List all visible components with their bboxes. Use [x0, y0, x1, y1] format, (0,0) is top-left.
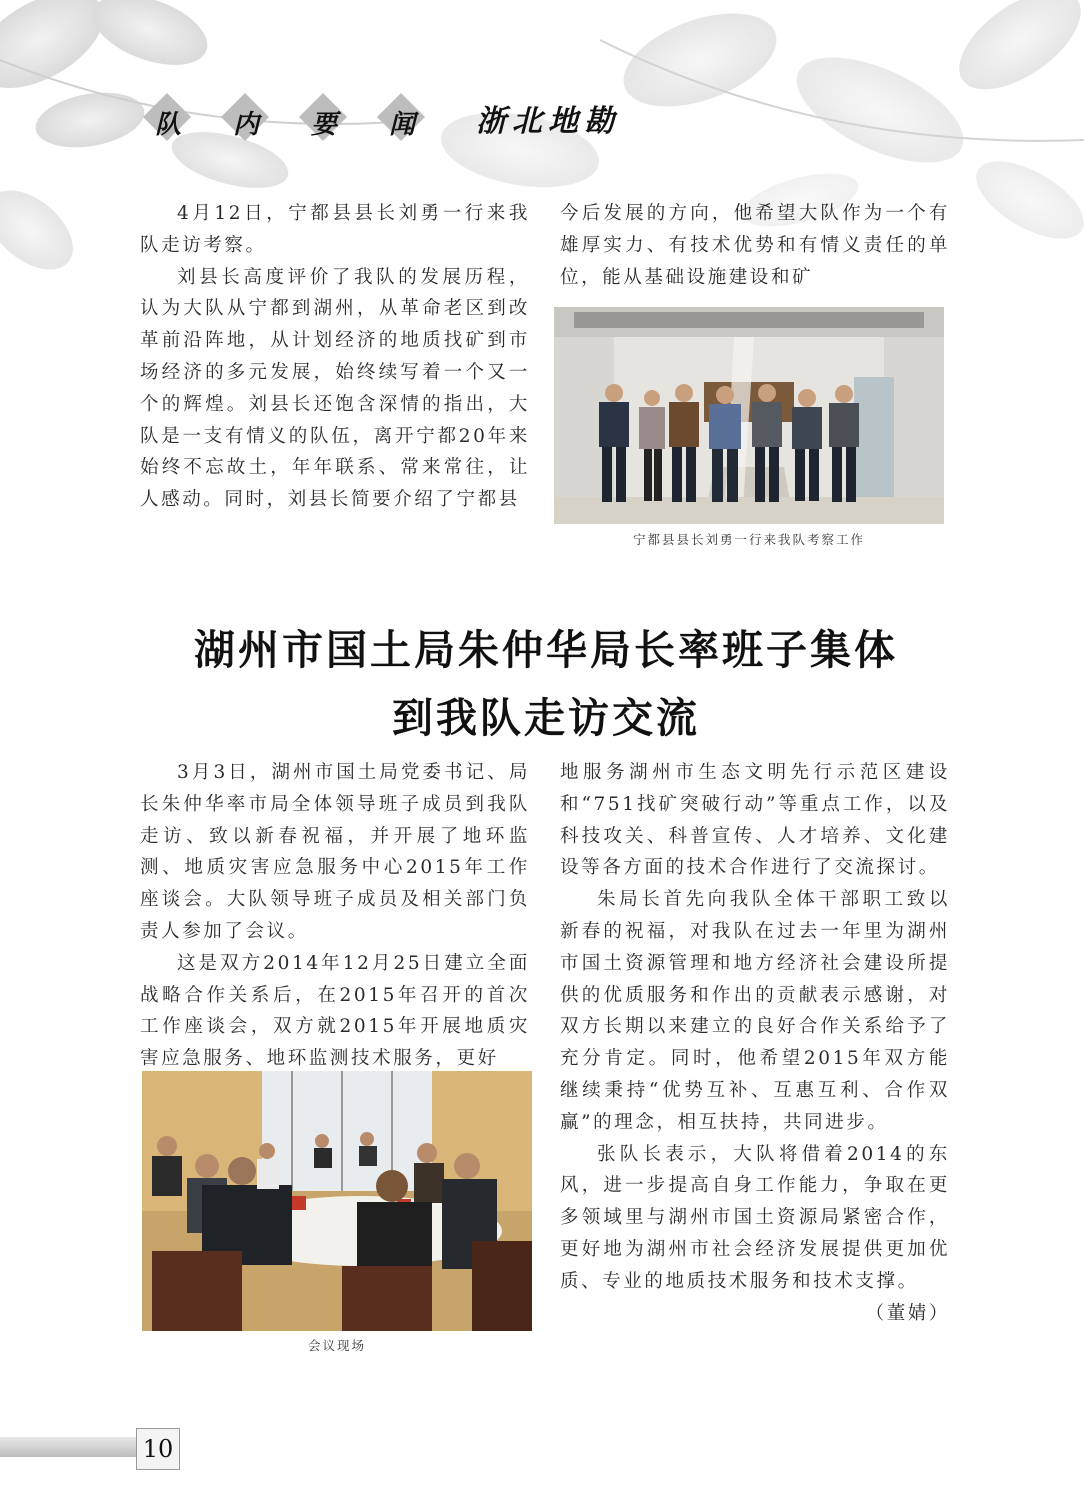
- paragraph: 3月3日，湖州市国土局党委书记、局长朱仲华率市局全体领导班子成员到我队走访、致以新春祝福，并开展了地环监测、地质灾害应急服务中心2015年工作座谈会。大队领导班子成员及相关部门负责人参加了会议。: [140, 762, 530, 942]
- section-char: 内: [232, 110, 259, 140]
- paragraph: 4月12日，宁都县县长刘勇一行来我队走访考察。: [140, 203, 530, 256]
- author: （董婧）: [865, 1302, 950, 1324]
- paragraph: 朱局长首先向我队全体干部职工致以新春的祝福，对我队在过去一年里为湖州市国土资源管理和地方经济社会建设所提供的优质服务和作出的贡献表示感谢，对双方长期以来建立的良好合作关系给予了充分肯定。同时，他希望2015年双方能继续秉持“优势互补、互惠互利、合作双赢”的理念，相互扶持，共同进步。: [560, 889, 950, 1133]
- title-line: 湖州市国土局朱仲华局长率班子集体: [194, 626, 898, 674]
- photo-caption: 会议现场: [307, 1338, 366, 1353]
- section-char-badge: [140, 98, 196, 138]
- section-char: 要: [310, 110, 337, 140]
- photo-caption: 宁都县县长刘勇一行来我队考察工作: [632, 532, 865, 547]
- paragraph: 今后发展的方向，他希望大队作为一个有雄厚实力、有技术优势和有情义责任的单位，能从基础设施建设和矿: [560, 203, 950, 288]
- title-line: 到我队走访交流: [392, 694, 700, 742]
- group-photo: [554, 307, 944, 524]
- paragraph-text: 张队长表示，大队将借着2014的东风，进一步提高自身工作能力，争取在更多领域里与湖州市国土资源局紧密合作，更好地为湖州市社会经济发展提供更加优质、专业的地质技术服务和技术支撑。: [560, 1143, 950, 1292]
- page-number: 10: [136, 1428, 180, 1470]
- article1-right-column: [560, 198, 950, 293]
- section-header: [140, 96, 620, 140]
- paragraph: 刘县长高度评价了我队的发展历程，认为大队从宁都到湖州，从革命老区到改革前沿阵地，从计划经济的地质找矿到市场经济的多元发展，始终续写着一个又一个的辉煌。刘县长还饱含深情的指出，大队是一支有情义的队伍，离开宁都20年来始终不忘故土，年年联系、常来常往，让人感动。同时，刘县长简要介绍了宁都县: [140, 266, 530, 511]
- page-bar: [0, 1437, 138, 1457]
- section-char-badge: [374, 98, 430, 138]
- meeting-photo: [142, 1071, 532, 1331]
- paragraph: [560, 1139, 950, 1324]
- magazine-name: 浙北地勘: [476, 104, 620, 139]
- section-char-badge: [296, 98, 352, 138]
- article-title: [140, 622, 952, 746]
- paragraph: 这是双方2014年12月25日建立全面战略合作关系后，在2015年召开的首次工作座谈会，双方就2015年开展地质灾害应急服务、地环监测技术服务，更好: [140, 952, 530, 1070]
- section-char-badge: [218, 98, 274, 138]
- article2-left-column: [140, 757, 530, 1075]
- article2-right-column: [560, 757, 950, 1329]
- section-char: 闻: [388, 110, 415, 140]
- paragraph: 地服务湖州市生态文明先行示范区建设和“751找矿突破行动”等重点工作，以及科技攻关、科普宣传、人才培养、文化建设等各方面的技术合作进行了交流探讨。: [560, 762, 950, 879]
- article1-left-column: [140, 198, 530, 516]
- section-char: 队: [154, 110, 181, 140]
